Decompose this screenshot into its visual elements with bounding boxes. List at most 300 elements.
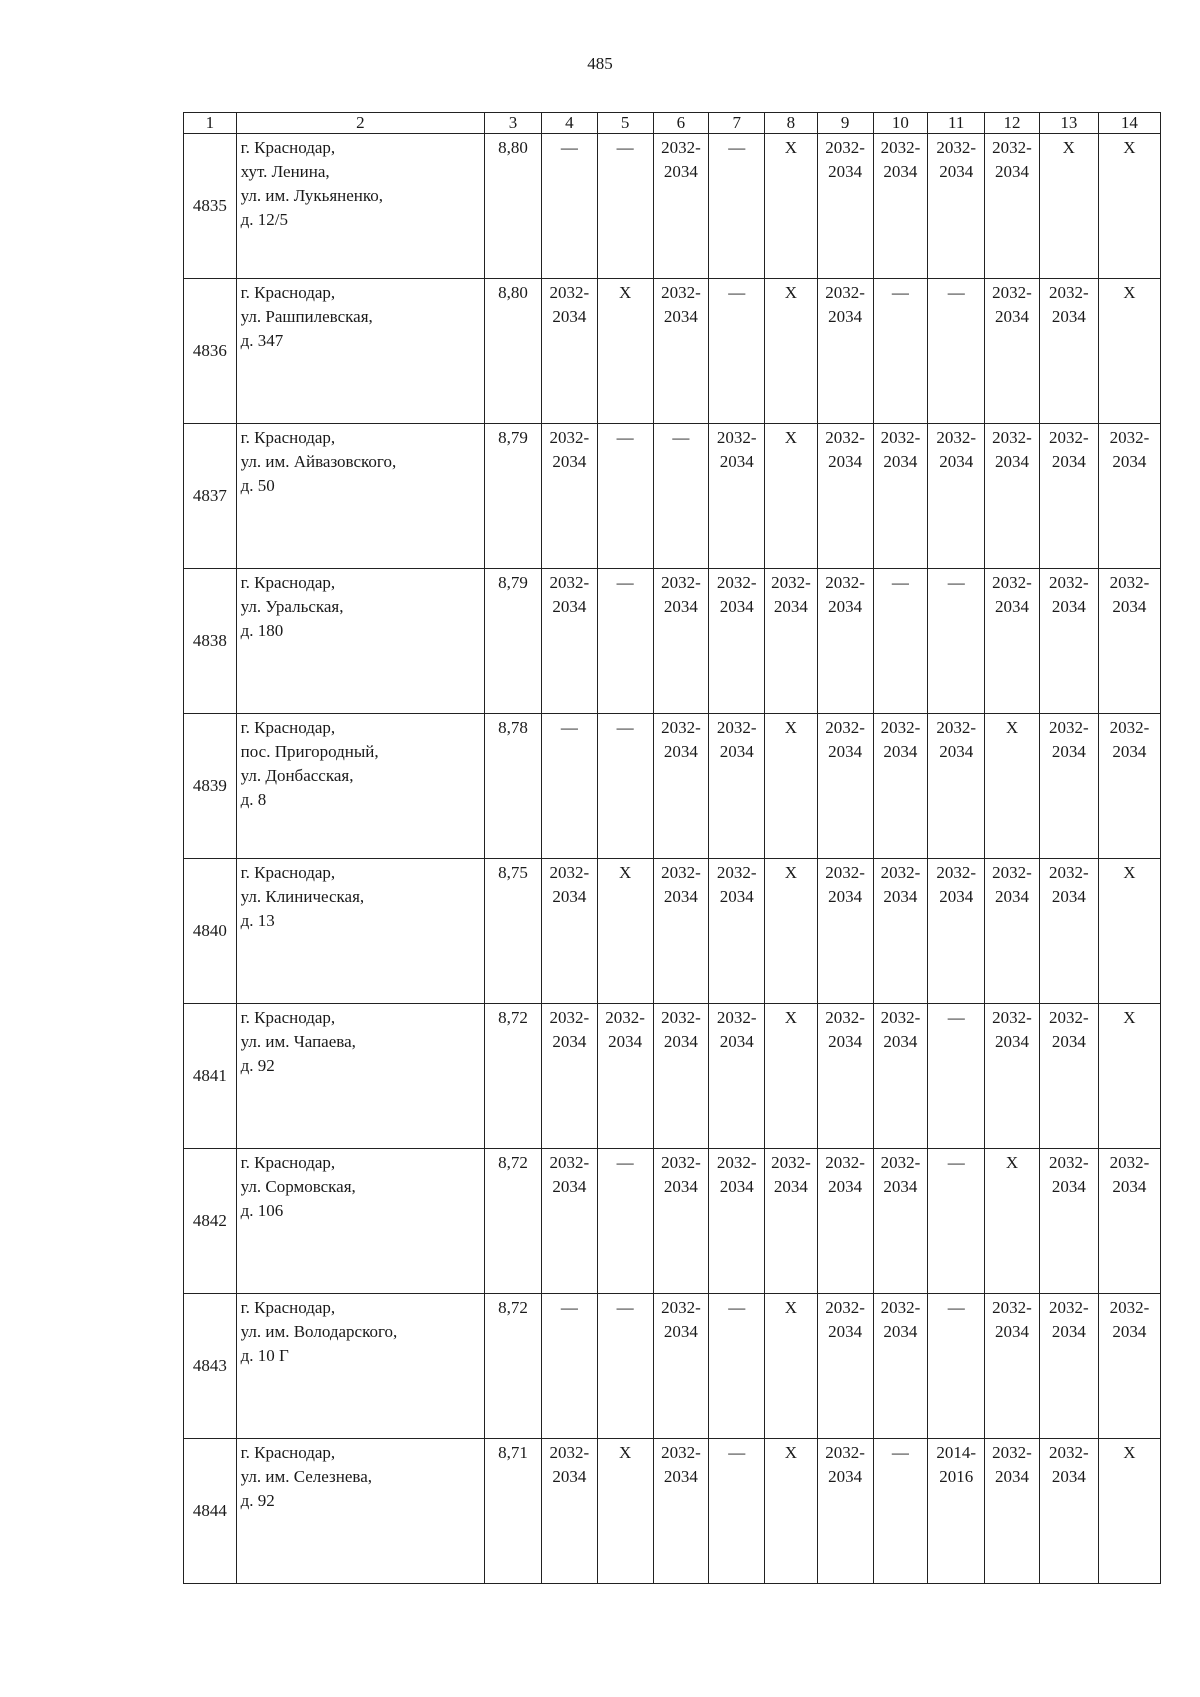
period-value: 2032- 2034 [992,428,1032,471]
period-value: 2032- 2034 [825,1443,865,1486]
period-value: — [947,283,965,302]
period-value: 2032- 2034 [825,573,865,616]
page-number: 485 [587,54,613,73]
score-cell [485,1004,542,1149]
score-cell [485,1294,542,1439]
period-value: 2032- 2034 [1048,1153,1089,1196]
period-value: 2032- 2034 [661,863,701,906]
period-value: — [560,138,578,157]
period-value: 2032- 2034 [880,718,921,761]
period-cell [1039,1004,1098,1149]
period-cell [709,1439,765,1584]
period-cell [928,714,985,859]
period-cell [985,424,1040,569]
address-line: пос. Пригородный, [240,742,379,761]
address-line: ул. Донбасская, [240,766,354,785]
period-cell [597,569,653,714]
period-value: 2032- 2034 [549,1008,590,1051]
register-table [183,112,1161,1584]
period-value: 2032- 2034 [936,863,977,906]
period-cell [653,1439,709,1584]
address-line: д. 50 [240,476,275,495]
period-value: 2032- 2034 [549,283,590,326]
score-value: 8,72 [498,1008,528,1027]
period-cell [985,1294,1040,1439]
period-value: 2032- 2034 [825,1153,865,1196]
table-row [184,279,1161,424]
address-line: г. Краснодар, [240,138,336,157]
period-cell [541,859,597,1004]
address-line: ул. им. Айвазовского, [240,452,397,471]
period-value: 2014- 2016 [936,1443,977,1486]
address-line: г. Краснодар, [240,718,336,737]
period-cell [817,1439,873,1584]
score-value: 8,80 [498,138,528,157]
period-value: — [947,573,965,592]
period-cell [928,569,985,714]
period-value: 2032- 2034 [549,428,590,471]
period-cell [541,1149,597,1294]
score-cell [485,569,542,714]
period-cell [597,424,653,569]
period-value: 2032- 2034 [1048,863,1089,906]
period-value: — [616,138,634,157]
period-value: 2032- 2034 [1048,1008,1089,1051]
row-number: 4840 [184,859,237,1004]
period-value: 2032- 2034 [771,573,811,616]
period-value: 2032- 2034 [1048,718,1089,761]
period-value: 2032- 2034 [992,138,1032,181]
period-value: 2032- 2034 [825,283,865,326]
period-cell [1098,1149,1160,1294]
column-header: 12 [985,113,1040,134]
address-cell [236,1004,484,1149]
row-number: 4839 [184,714,237,859]
period-value: X [1062,138,1075,157]
period-cell [928,1004,985,1149]
period-cell [765,279,818,424]
score-value: 8,75 [498,863,528,882]
address-line: г. Краснодар, [240,428,336,447]
period-cell [985,569,1040,714]
period-cell [873,859,928,1004]
address-cell [236,1149,484,1294]
period-value: 2032- 2034 [825,138,865,181]
period-cell [709,134,765,279]
period-cell [1039,424,1098,569]
period-cell [541,569,597,714]
period-value: 2032- 2034 [880,1153,921,1196]
period-cell [1098,1439,1160,1584]
period-cell [1039,279,1098,424]
period-cell [653,714,709,859]
address-line: ул. Клиническая, [240,887,365,906]
score-cell [485,279,542,424]
address-cell [236,859,484,1004]
period-cell [709,1149,765,1294]
period-cell [541,134,597,279]
period-cell [873,279,928,424]
period-cell [709,279,765,424]
period-cell [985,859,1040,1004]
period-value: 2032- 2034 [992,1298,1032,1341]
period-cell [873,1004,928,1149]
period-value: 2032- 2034 [1048,1443,1089,1486]
address-line: г. Краснодар, [240,283,336,302]
period-cell [597,279,653,424]
period-cell [873,1439,928,1584]
address-line: д. 180 [240,621,284,640]
period-cell [765,714,818,859]
period-value: 2032- 2034 [825,863,865,906]
period-cell [541,714,597,859]
table-row [184,1439,1161,1584]
period-cell [817,859,873,1004]
period-value: 2032- 2034 [549,573,590,616]
period-cell [817,1004,873,1149]
period-value: 2032- 2034 [936,138,977,181]
score-value: 8,79 [498,573,528,592]
period-cell [653,1149,709,1294]
period-cell [817,1294,873,1439]
column-header: 7 [709,113,765,134]
period-cell [1039,714,1098,859]
column-header: 6 [653,113,709,134]
address-line: г. Краснодар, [240,863,336,882]
score-cell [485,714,542,859]
period-value: 2032- 2034 [661,1153,701,1196]
table-row [184,424,1161,569]
period-value: 2032- 2034 [880,138,921,181]
score-value: 8,72 [498,1298,528,1317]
period-cell [1039,1294,1098,1439]
period-cell [653,279,709,424]
period-cell [597,714,653,859]
period-value: 2032- 2034 [825,718,865,761]
address-line: д. 8 [240,790,267,809]
address-line: ул. им. Володарского, [240,1322,398,1341]
column-header: 2 [236,113,484,134]
address-cell [236,279,484,424]
period-value: 2032- 2034 [1109,428,1150,471]
address-line: д. 347 [240,331,284,350]
period-value: X [784,718,798,737]
address-line: г. Краснодар, [240,1298,336,1317]
period-value: — [616,1298,634,1317]
period-cell [653,134,709,279]
address-line: ул. Сормовская, [240,1177,356,1196]
period-cell [709,424,765,569]
period-value: X [1123,283,1136,302]
period-cell [1098,714,1160,859]
address-line: г. Краснодар, [240,1443,336,1462]
period-cell [985,1149,1040,1294]
period-value: 2032- 2034 [716,1008,757,1051]
period-cell [817,279,873,424]
period-cell [1098,1004,1160,1149]
score-cell [485,859,542,1004]
period-value: 2032- 2034 [549,1443,590,1486]
address-line: ул. Рашпилевская, [240,307,373,326]
column-header: 3 [485,113,542,134]
period-cell [928,1149,985,1294]
address-cell [236,1439,484,1584]
address-cell [236,424,484,569]
period-cell [873,424,928,569]
column-header: 13 [1039,113,1098,134]
address-line: д. 13 [240,911,275,930]
period-cell [597,859,653,1004]
period-cell [873,714,928,859]
row-number: 4835 [184,134,237,279]
period-cell [765,1439,818,1584]
period-value: X [784,863,798,882]
period-cell [928,134,985,279]
row-number: 4841 [184,1004,237,1149]
period-value: — [728,1298,746,1317]
period-value: 2032- 2034 [825,1008,865,1051]
period-cell [765,424,818,569]
period-cell [1039,859,1098,1004]
address-cell [236,714,484,859]
period-value: 2032- 2034 [716,573,757,616]
period-value: 2032- 2034 [992,1008,1032,1051]
period-value: 2032- 2034 [716,428,757,471]
period-value: X [1005,1153,1019,1172]
period-cell [653,1294,709,1439]
period-value: 2032- 2034 [716,1153,757,1196]
period-value: 2032- 2034 [992,1443,1032,1486]
address-line: г. Краснодар, [240,1153,336,1172]
period-cell [765,859,818,1004]
period-cell [1039,1439,1098,1584]
period-value: 2032- 2034 [661,1443,701,1486]
period-cell [653,569,709,714]
period-value: — [728,283,746,302]
period-value: 2032- 2034 [716,718,757,761]
period-value: — [891,1443,909,1462]
period-cell [1098,424,1160,569]
period-cell [765,569,818,714]
column-header: 14 [1098,113,1160,134]
address-line: ул. им. Селезнева, [240,1467,373,1486]
period-value: 2032- 2034 [1109,1153,1150,1196]
address-cell [236,134,484,279]
period-value: — [616,718,634,737]
period-value: 2032- 2034 [825,1298,865,1341]
address-line: хут. Ленина, [240,162,330,181]
row-number: 4837 [184,424,237,569]
period-value: 2032- 2034 [992,863,1032,906]
period-value: 2032- 2034 [661,1298,701,1341]
period-value: 2032- 2034 [880,1008,921,1051]
period-cell [597,1004,653,1149]
period-cell [653,424,709,569]
column-header: 8 [765,113,818,134]
period-cell [709,1294,765,1439]
period-cell [873,134,928,279]
period-value: — [616,428,634,447]
period-cell [541,424,597,569]
period-value: X [1005,718,1019,737]
period-value: 2032- 2034 [1048,1298,1089,1341]
period-cell [765,1149,818,1294]
period-cell [765,1294,818,1439]
period-value: X [1123,138,1136,157]
period-cell [873,569,928,714]
period-cell [541,279,597,424]
period-cell [817,134,873,279]
period-value: 2032- 2034 [880,428,921,471]
period-value: — [560,718,578,737]
period-cell [709,569,765,714]
period-cell [541,1294,597,1439]
period-value: — [728,1443,746,1462]
score-cell [485,424,542,569]
period-cell [765,1004,818,1149]
period-value: X [784,1298,798,1317]
period-value: 2032- 2034 [880,863,921,906]
row-number: 4842 [184,1149,237,1294]
period-value: X [618,1443,632,1462]
period-value: 2032- 2034 [549,1153,590,1196]
period-value: 2032- 2034 [1109,573,1150,616]
period-value: 2032- 2034 [880,1298,921,1341]
period-cell [928,424,985,569]
address-line: г. Краснодар, [240,573,336,592]
period-value: 2032- 2034 [1048,428,1089,471]
period-value: 2032- 2034 [936,718,977,761]
table-row [184,714,1161,859]
period-value: 2032- 2034 [1048,573,1089,616]
period-cell [928,279,985,424]
period-cell [985,1004,1040,1149]
period-cell [985,1439,1040,1584]
table-row [184,859,1161,1004]
period-value: — [616,1153,634,1172]
period-value: X [1123,1443,1136,1462]
period-cell [541,1439,597,1584]
period-value: 2032- 2034 [661,138,701,181]
period-value: — [891,283,909,302]
period-cell [709,859,765,1004]
period-value: — [947,1298,965,1317]
score-cell [485,1149,542,1294]
row-number: 4843 [184,1294,237,1439]
period-value: — [947,1008,965,1027]
period-cell [653,859,709,1004]
period-cell [541,1004,597,1149]
period-value: — [616,573,634,592]
period-value: 2032- 2034 [661,283,701,326]
header-row [184,113,1161,134]
period-value: 2032- 2034 [771,1153,811,1196]
period-value: — [728,138,746,157]
period-value: 2032- 2034 [661,718,701,761]
column-header: 4 [541,113,597,134]
score-cell [485,1439,542,1584]
address-line: д. 92 [240,1056,275,1075]
period-value: X [784,138,798,157]
column-header: 5 [597,113,653,134]
period-cell [765,134,818,279]
table-body [184,134,1161,1584]
period-cell [985,714,1040,859]
period-value: X [618,283,632,302]
address-line: д. 12/5 [240,210,288,229]
period-value: X [784,283,798,302]
period-cell [1039,569,1098,714]
period-cell [653,1004,709,1149]
period-value: — [947,1153,965,1172]
period-cell [928,1439,985,1584]
period-cell [1098,569,1160,714]
period-value: 2032- 2034 [992,283,1032,326]
period-value: X [1123,863,1136,882]
period-cell [928,859,985,1004]
period-cell [873,1149,928,1294]
period-cell [597,1149,653,1294]
period-value: 2032- 2034 [661,1008,701,1051]
period-value: — [672,428,690,447]
period-value: X [1123,1008,1136,1027]
column-header: 11 [928,113,985,134]
period-cell [817,569,873,714]
address-line: ул. Уральская, [240,597,344,616]
address-cell [236,569,484,714]
period-value: X [784,428,798,447]
period-cell [597,1294,653,1439]
period-cell [1098,134,1160,279]
address-cell [236,1294,484,1439]
column-header: 1 [184,113,237,134]
row-number: 4838 [184,569,237,714]
period-cell [873,1294,928,1439]
period-cell [817,714,873,859]
period-value: 2032- 2034 [936,428,977,471]
period-cell [1098,859,1160,1004]
score-value: 8,80 [498,283,528,302]
period-cell [1098,279,1160,424]
period-cell [709,1004,765,1149]
period-cell [709,714,765,859]
period-cell [817,1149,873,1294]
address-line: д. 92 [240,1491,275,1510]
score-value: 8,71 [498,1443,528,1462]
period-cell [928,1294,985,1439]
period-cell [817,424,873,569]
address-line: ул. им. Чапаева, [240,1032,356,1051]
period-cell [1039,134,1098,279]
period-value: 2032- 2034 [605,1008,645,1051]
period-value: 2032- 2034 [1109,718,1150,761]
score-value: 8,78 [498,718,528,737]
period-cell [1098,1294,1160,1439]
period-value: 2032- 2034 [661,573,701,616]
period-value: — [560,1298,578,1317]
period-cell [597,1439,653,1584]
table-row [184,1149,1161,1294]
period-value: — [891,573,909,592]
address-line: д. 106 [240,1201,284,1220]
period-value: 2032- 2034 [716,863,757,906]
period-value: 2032- 2034 [1109,1298,1150,1341]
table-row [184,1004,1161,1149]
period-value: 2032- 2034 [549,863,590,906]
column-header: 10 [873,113,928,134]
period-cell [985,134,1040,279]
period-cell [1039,1149,1098,1294]
